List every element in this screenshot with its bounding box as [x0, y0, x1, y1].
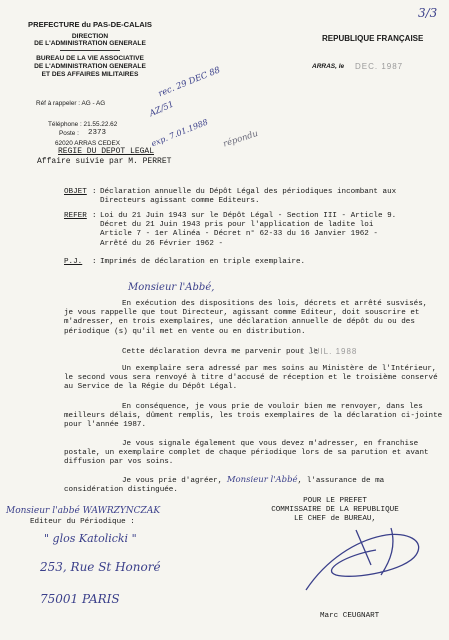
page-number: 3/3 — [418, 6, 438, 20]
signature-line-2: COMMISSAIRE DE LA REPUBLIQUE — [271, 506, 399, 515]
refer-line-1: Loi du 21 Juin 1943 sur le Dépôt Légal - Section III - Article 9. — [100, 212, 397, 220]
closing-text-a: Je vous prie d'agréer, — [122, 477, 223, 485]
p1-line-4: périodique (s) qu'il met en vente ou en distribution. — [64, 327, 306, 336]
addressee-street: 253, Rue St Honoré — [40, 560, 161, 574]
file-number-annotation: AZ/51 — [148, 99, 176, 120]
p4-line-2: meilleurs délais, dûment remplis, les trois exemplaires de la déclaration ci-jointe — [64, 412, 443, 421]
editor-label: Editeur du Périodique : — [30, 518, 135, 526]
paragraph-1 — [64, 300, 427, 337]
refer-label: REFER — [64, 212, 87, 220]
paragraph-5 — [64, 440, 429, 468]
poste-label: Poste : — [59, 130, 79, 137]
refer-text — [100, 212, 396, 249]
objet-label: OBJET — [64, 188, 87, 196]
closing-line — [122, 476, 384, 486]
pj-text: Imprimés de déclaration en triple exemplaire. — [100, 258, 306, 266]
pj-label: P.J. — [64, 258, 83, 266]
objet-line-2: Directeurs agissant comme Editeurs. — [100, 197, 260, 206]
letter-page: 3/3 PREFECTURE du PAS-DE-CALAIS DIRECTION DE L'ADMINISTRATION GENERALE BUREAU DE LA VIE ASSOCIATIVE DE L'ADMINISTRATION GENERALE ET DES AFFAIRES MILITAIRES Réf à rappeler : AG - AG Téléphone : 21.55.22.62 Poste : 2373 62020 ARRAS CEDEX REGIE DU DEPOT LEGAL Affaire suivie par M. PERRET REPUBLIQUE FRANÇAISE ARRAS, le DEC. 1987 rec. 29 DEC 88 AZ/51 exp. 7.01.1988 répondu OBJET : Déclaration annuelle du Dépôt Légal des périodiques incombant aux Directeurs agissant comme Editeurs. REFER : Loi du 21 Juin 1943 sur le Dépôt Légal - Section III - Article 9. Décret du 21 Juin 1943 pris pour l'application de ladite loi Article 7 - 1er Alinéa - Décret n° 62-33 du 16 Janvier 1962 - Arrêté du 26 Février 1962 - P.J. : Imprimés de déclaration en triple exemplaire. Monsieur l'Abbé, En exécution des dispositions des lois, décrets et arrêté susvisés, je vous rappelle que tout Directeur, agissant comme Editeur, doit souscrire et m'adresser, en trois exemplaires, une déclaration annuelle de dépôt du ou des périodique (s) qu'il met en vente ou en distribution. Cette déclaration devra me parvenir pour le 1 JUIL. 1988 Un exemplaire sera adressé par mes soins au Ministère de l'Intérieur, le second vous sera renvoyé à titre d'accusé de réception et le troisième conservé au Service de la Régie du Dépôt Légal. En conséquence, je vous prie de vouloir bien me renvoyer, dans les meilleurs délais, dûment remplis, les trois exemplaires de la déclaration ci-jointe pour l'année 1987. Je vous signale également que vous devez m'adresser, en franchise postale, un exemplaire complet de chaque périodique lors de sa parution et avant diffusion par vos soins. Je vous prie d'agréer, Monsieur l'Abbé, l'assurance de ma considération distinguée. POUR LE PREFET COMMISSAIRE DE LA REPUBLIQUE LE CHEF de BUREAU, Marc CEUGNART Monsieur l'abbé WAWRZYNCZAK Editeur du Périodique : " glos Katolicki " 253, Rue St Honoré 75001 PARIS — [6, 6, 443, 620]
prefecture-name: PREFECTURE du PAS-DE-CALAIS — [28, 20, 152, 29]
p5-line-2: postale, un exemplaire complet de chaque périodique lors de sa parution et avant — [64, 449, 429, 458]
p4-line-1: En conséquence, je vous prie de vouloir bien me renvoyer, dans les — [122, 403, 423, 411]
addressee-name: Monsieur l'abbé WAWRZYNCZAK — [6, 506, 161, 516]
place-date-prefix: ARRAS, le — [312, 63, 345, 70]
republic-label: REPUBLIQUE FRANÇAISE — [322, 34, 424, 43]
objet-line-1: Déclaration annuelle du Dépôt Légal des périodiques incombant aux — [100, 188, 397, 196]
signature-scribble — [296, 520, 436, 600]
direction-line-2: DE L'ADMINISTRATION GENERALE — [34, 40, 146, 47]
p1-line-1: En exécution des dispositions des lois, décrets et arrêté susvisés, — [122, 300, 428, 308]
reference-label: Réf à rappeler : AG - AG — [36, 100, 106, 107]
office-name: REGIE DU DEPOT LEGAL — [58, 147, 155, 156]
paragraph-3 — [64, 365, 438, 393]
bureau-line-2: DE L'ADMINISTRATION GENERALE — [34, 63, 146, 70]
followed-by: Affaire suivie par M. PERRET — [37, 157, 172, 166]
signature-line-3: LE CHEF de BUREAU, — [293, 515, 377, 524]
signer-name: Marc CEUGNART — [320, 612, 380, 620]
objet-text — [100, 188, 396, 206]
p4-line-3: pour l'année 1987. — [64, 421, 147, 430]
received-annotation: rec. 29 DEC 88 — [157, 65, 222, 100]
p1-line-3: m'adresser, en trois exemplaires, une déclaration annuelle de dépôt du ou des — [64, 318, 415, 327]
closing-line-2: considération distinguée. — [64, 486, 178, 494]
sent-annotation: exp. 7.01.1988 — [150, 117, 210, 149]
paragraph-2: Cette déclaration devra me parvenir pour le — [122, 348, 318, 356]
periodical-name: " glos Katolicki " — [44, 532, 137, 545]
p5-line-1: Je vous signale également que vous devez m'adresser, en franchise — [122, 440, 419, 448]
p3-line-2: le second vous sera renvoyé à titre d'accusé de réception et le troisième conservé — [64, 374, 438, 383]
header-divider — [60, 50, 120, 51]
refer-line-3: Article 7 - 1er Alinéa - Décret n° 62-33 du 16 Janvier 1962 - — [100, 230, 378, 239]
bureau-line-1: BUREAU DE LA VIE ASSOCIATIVE — [36, 55, 144, 62]
closing-handwritten: Monsieur l'Abbé — [226, 475, 298, 485]
direction-line-1: DIRECTION — [71, 33, 109, 40]
p1-line-2: je vous rappelle que tout Directeur, agissant comme Editeur, doit souscrire et — [64, 309, 420, 318]
paragraph-4 — [64, 403, 442, 431]
postcode: 62020 ARRAS CEDEX — [55, 140, 121, 147]
p3-line-3: au Service de la Régie du Dépôt Légal. — [64, 383, 238, 392]
salutation: Monsieur l'Abbé, — [128, 282, 215, 293]
date-stamp: DEC. 1987 — [355, 62, 404, 71]
signature-line-1: POUR LE PREFET — [303, 497, 367, 505]
sender-header — [20, 20, 160, 79]
p5-line-3: diffusion par vos soins. — [64, 458, 174, 467]
bureau-line-3: ET DES AFFAIRES MILITAIRES — [41, 71, 139, 78]
refer-line-2: Décret du 21 Juin 1943 pris pour l'application de ladite loi — [100, 221, 374, 230]
phone-number: Téléphone : 21.55.22.62 — [48, 121, 118, 128]
closing-text-b: , l'assurance de ma — [297, 477, 385, 485]
deadline-stamp: 1 JUIL. 1988 — [300, 347, 358, 356]
answered-annotation: répondu — [222, 128, 260, 150]
p3-line-1: Un exemplaire sera adressé par mes soins au Ministère de l'Intérieur, — [122, 365, 437, 373]
addressee-city: 75001 PARIS — [40, 592, 120, 606]
poste-value: 2373 — [88, 129, 107, 137]
refer-line-4: Arrêté du 26 Février 1962 - — [100, 239, 224, 248]
